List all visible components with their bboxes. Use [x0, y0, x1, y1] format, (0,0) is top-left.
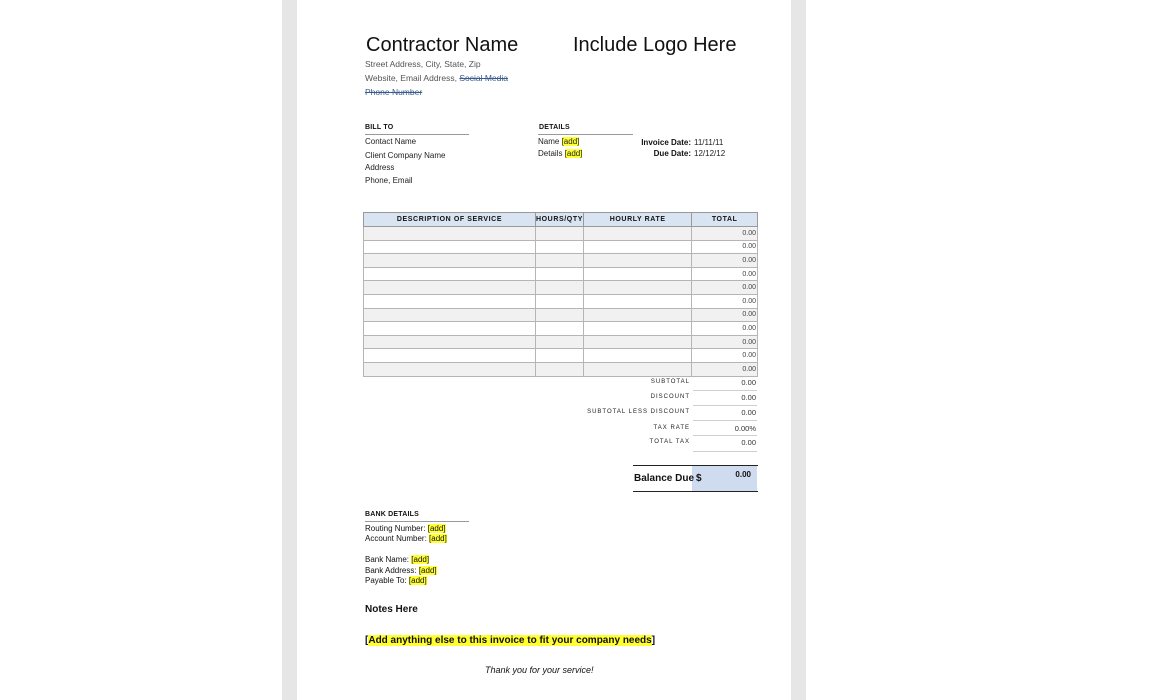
col-hourly-rate: HOURLY RATE	[583, 213, 691, 227]
balance-due-label: Balance Due	[634, 473, 695, 484]
notes-heading[interactable]: Notes Here	[365, 604, 418, 615]
cell-rate[interactable]	[583, 322, 691, 336]
due-date-value[interactable]: 12/12/12	[694, 149, 726, 158]
balance-due-amount: 0.00	[735, 470, 751, 479]
cell-hours[interactable]	[535, 240, 583, 254]
bill-to-heading: BILL TO	[365, 124, 394, 131]
contact-prefix: Website, Email Address,	[365, 73, 457, 83]
bill-to-rule	[365, 134, 469, 135]
contact-line[interactable]	[365, 73, 508, 83]
cell-description[interactable]	[364, 294, 536, 308]
table-row	[364, 267, 758, 281]
bill-to-address[interactable]: Address	[365, 163, 395, 172]
account-number-label: Account Number:	[365, 534, 427, 543]
cell-total[interactable]: 0.00	[692, 362, 758, 376]
bill-to-company[interactable]: Client Company Name	[365, 151, 446, 160]
cell-hours[interactable]	[535, 254, 583, 268]
cell-hours[interactable]	[535, 362, 583, 376]
details-rule	[538, 134, 633, 135]
cell-total[interactable]: 0.00	[692, 240, 758, 254]
table-row	[364, 349, 758, 363]
cell-description[interactable]	[364, 335, 536, 349]
subtotal-less-discount-value: 0.00	[741, 408, 756, 417]
cell-hours[interactable]	[535, 294, 583, 308]
payable-to-row[interactable]	[365, 576, 427, 585]
invoice-page	[297, 0, 791, 700]
cell-total[interactable]: 0.00	[692, 335, 758, 349]
col-hours-qty: HOURS/QTY	[535, 213, 583, 227]
cell-rate[interactable]	[583, 267, 691, 281]
bill-to-phone-email[interactable]: Phone, Email	[365, 176, 413, 185]
bank-address-label: Bank Address:	[365, 566, 417, 575]
cell-hours[interactable]	[535, 281, 583, 295]
cell-description[interactable]	[364, 322, 536, 336]
table-row	[364, 308, 758, 322]
total-tax-label: TOTAL TAX	[649, 439, 690, 445]
cell-description[interactable]	[364, 254, 536, 268]
col-total: TOTAL	[692, 213, 758, 227]
table-row	[364, 335, 758, 349]
discount-value[interactable]: 0.00	[741, 393, 756, 402]
cell-description[interactable]	[364, 349, 536, 363]
bill-to-contact[interactable]: Contact Name	[365, 137, 417, 146]
table-row	[364, 281, 758, 295]
tax-rate-label: TAX RATE	[653, 425, 690, 431]
cell-total[interactable]: 0.00	[692, 281, 758, 295]
subtotal-less-discount-rule	[693, 420, 757, 421]
routing-number-add[interactable]: [add]	[427, 524, 446, 533]
balance-rule-bottom	[633, 491, 758, 492]
address-line[interactable]: Street Address, City, State, Zip	[365, 59, 481, 69]
subtotal-value: 0.00	[741, 378, 756, 387]
invoice-date-value[interactable]: 11/11/11	[694, 138, 724, 147]
bank-name-row[interactable]	[365, 555, 429, 564]
bank-address-add[interactable]: [add]	[418, 566, 437, 575]
table-row	[364, 240, 758, 254]
service-table	[363, 212, 758, 377]
table-row	[364, 362, 758, 376]
cell-hours[interactable]	[535, 308, 583, 322]
contractor-name[interactable]: Contractor Name	[366, 34, 519, 56]
cell-total[interactable]: 0.00	[692, 308, 758, 322]
col-description: DESCRIPTION OF SERVICE	[364, 213, 536, 227]
notes-callout[interactable]	[365, 635, 655, 646]
details-name-label: Name	[538, 137, 560, 146]
cell-description[interactable]	[364, 267, 536, 281]
cell-description[interactable]	[364, 240, 536, 254]
details-details-row[interactable]	[538, 149, 582, 158]
details-details-label: Details	[538, 149, 563, 158]
phone-number[interactable]: Phone Number	[365, 87, 423, 97]
cell-hours[interactable]	[535, 322, 583, 336]
cell-rate[interactable]	[583, 254, 691, 268]
balance-currency: $	[696, 473, 702, 484]
cell-description[interactable]	[364, 308, 536, 322]
cell-description[interactable]	[364, 227, 536, 241]
due-date-label: Due Date:	[653, 149, 691, 158]
table-row	[364, 227, 758, 241]
cell-total[interactable]: 0.00	[692, 227, 758, 241]
cell-rate[interactable]	[583, 294, 691, 308]
cell-hours[interactable]	[535, 335, 583, 349]
bank-name-label: Bank Name:	[365, 555, 410, 564]
routing-number-row[interactable]	[365, 524, 446, 533]
details-details-add[interactable]: [add]	[564, 149, 583, 158]
cell-rate[interactable]	[583, 281, 691, 295]
account-number-row[interactable]	[365, 534, 447, 543]
cell-description[interactable]	[364, 281, 536, 295]
page-margin-right	[791, 0, 806, 700]
discount-label: DISCOUNT	[650, 394, 690, 400]
payable-to-label: Payable To:	[365, 576, 407, 585]
subtotal-less-discount-label: SUBTOTAL LESS DISCOUNT	[587, 409, 690, 415]
bank-details-heading: BANK DETAILS	[365, 511, 419, 518]
callout-bracket-close: ]	[651, 635, 656, 646]
account-number-add[interactable]: [add]	[429, 534, 447, 543]
cell-description[interactable]	[364, 362, 536, 376]
tax-rate-rule	[693, 435, 757, 436]
details-name-add[interactable]: [add]	[561, 137, 580, 146]
bank-name-add[interactable]: [add]	[411, 555, 430, 564]
cell-rate[interactable]	[583, 308, 691, 322]
callout-bracket-open: [	[365, 635, 369, 646]
social-media-link[interactable]: Social Media	[459, 73, 509, 83]
details-heading: DETAILS	[539, 124, 570, 131]
table-row	[364, 294, 758, 308]
table-header-row	[364, 213, 758, 227]
discount-rule	[693, 405, 757, 406]
cell-rate[interactable]	[583, 362, 691, 376]
logo-placeholder[interactable]: Include Logo Here	[573, 34, 737, 56]
cell-rate[interactable]	[583, 227, 691, 241]
cell-total[interactable]: 0.00	[692, 349, 758, 363]
cell-rate[interactable]	[583, 335, 691, 349]
routing-number-label: Routing Number:	[365, 524, 426, 533]
cell-total[interactable]: 0.00	[692, 254, 758, 268]
total-tax-rule	[693, 451, 757, 452]
subtotal-rule	[693, 390, 757, 391]
cell-hours[interactable]	[535, 349, 583, 363]
details-name-row[interactable]	[538, 137, 579, 146]
cell-rate[interactable]	[583, 240, 691, 254]
bank-address-row[interactable]	[365, 566, 437, 575]
bank-details-rule	[365, 521, 469, 522]
cell-hours[interactable]	[535, 227, 583, 241]
total-tax-value: 0.00	[741, 438, 756, 447]
table-row	[364, 254, 758, 268]
page-margin-left	[282, 0, 297, 700]
callout-text: Add anything else to this invoice to fit your company needs	[368, 635, 652, 646]
cell-rate[interactable]	[583, 349, 691, 363]
cell-total[interactable]: 0.00	[692, 267, 758, 281]
invoice-date-label: Invoice Date:	[641, 138, 691, 147]
table-row	[364, 322, 758, 336]
tax-rate-value[interactable]: 0.00%	[734, 424, 756, 433]
cell-total[interactable]: 0.00	[692, 294, 758, 308]
cell-hours[interactable]	[535, 267, 583, 281]
subtotal-label: SUBTOTAL	[650, 379, 690, 385]
cell-total[interactable]: 0.00	[692, 322, 758, 336]
payable-to-add[interactable]: [add]	[408, 576, 427, 585]
thank-you-message[interactable]: Thank you for your service!	[485, 665, 594, 675]
